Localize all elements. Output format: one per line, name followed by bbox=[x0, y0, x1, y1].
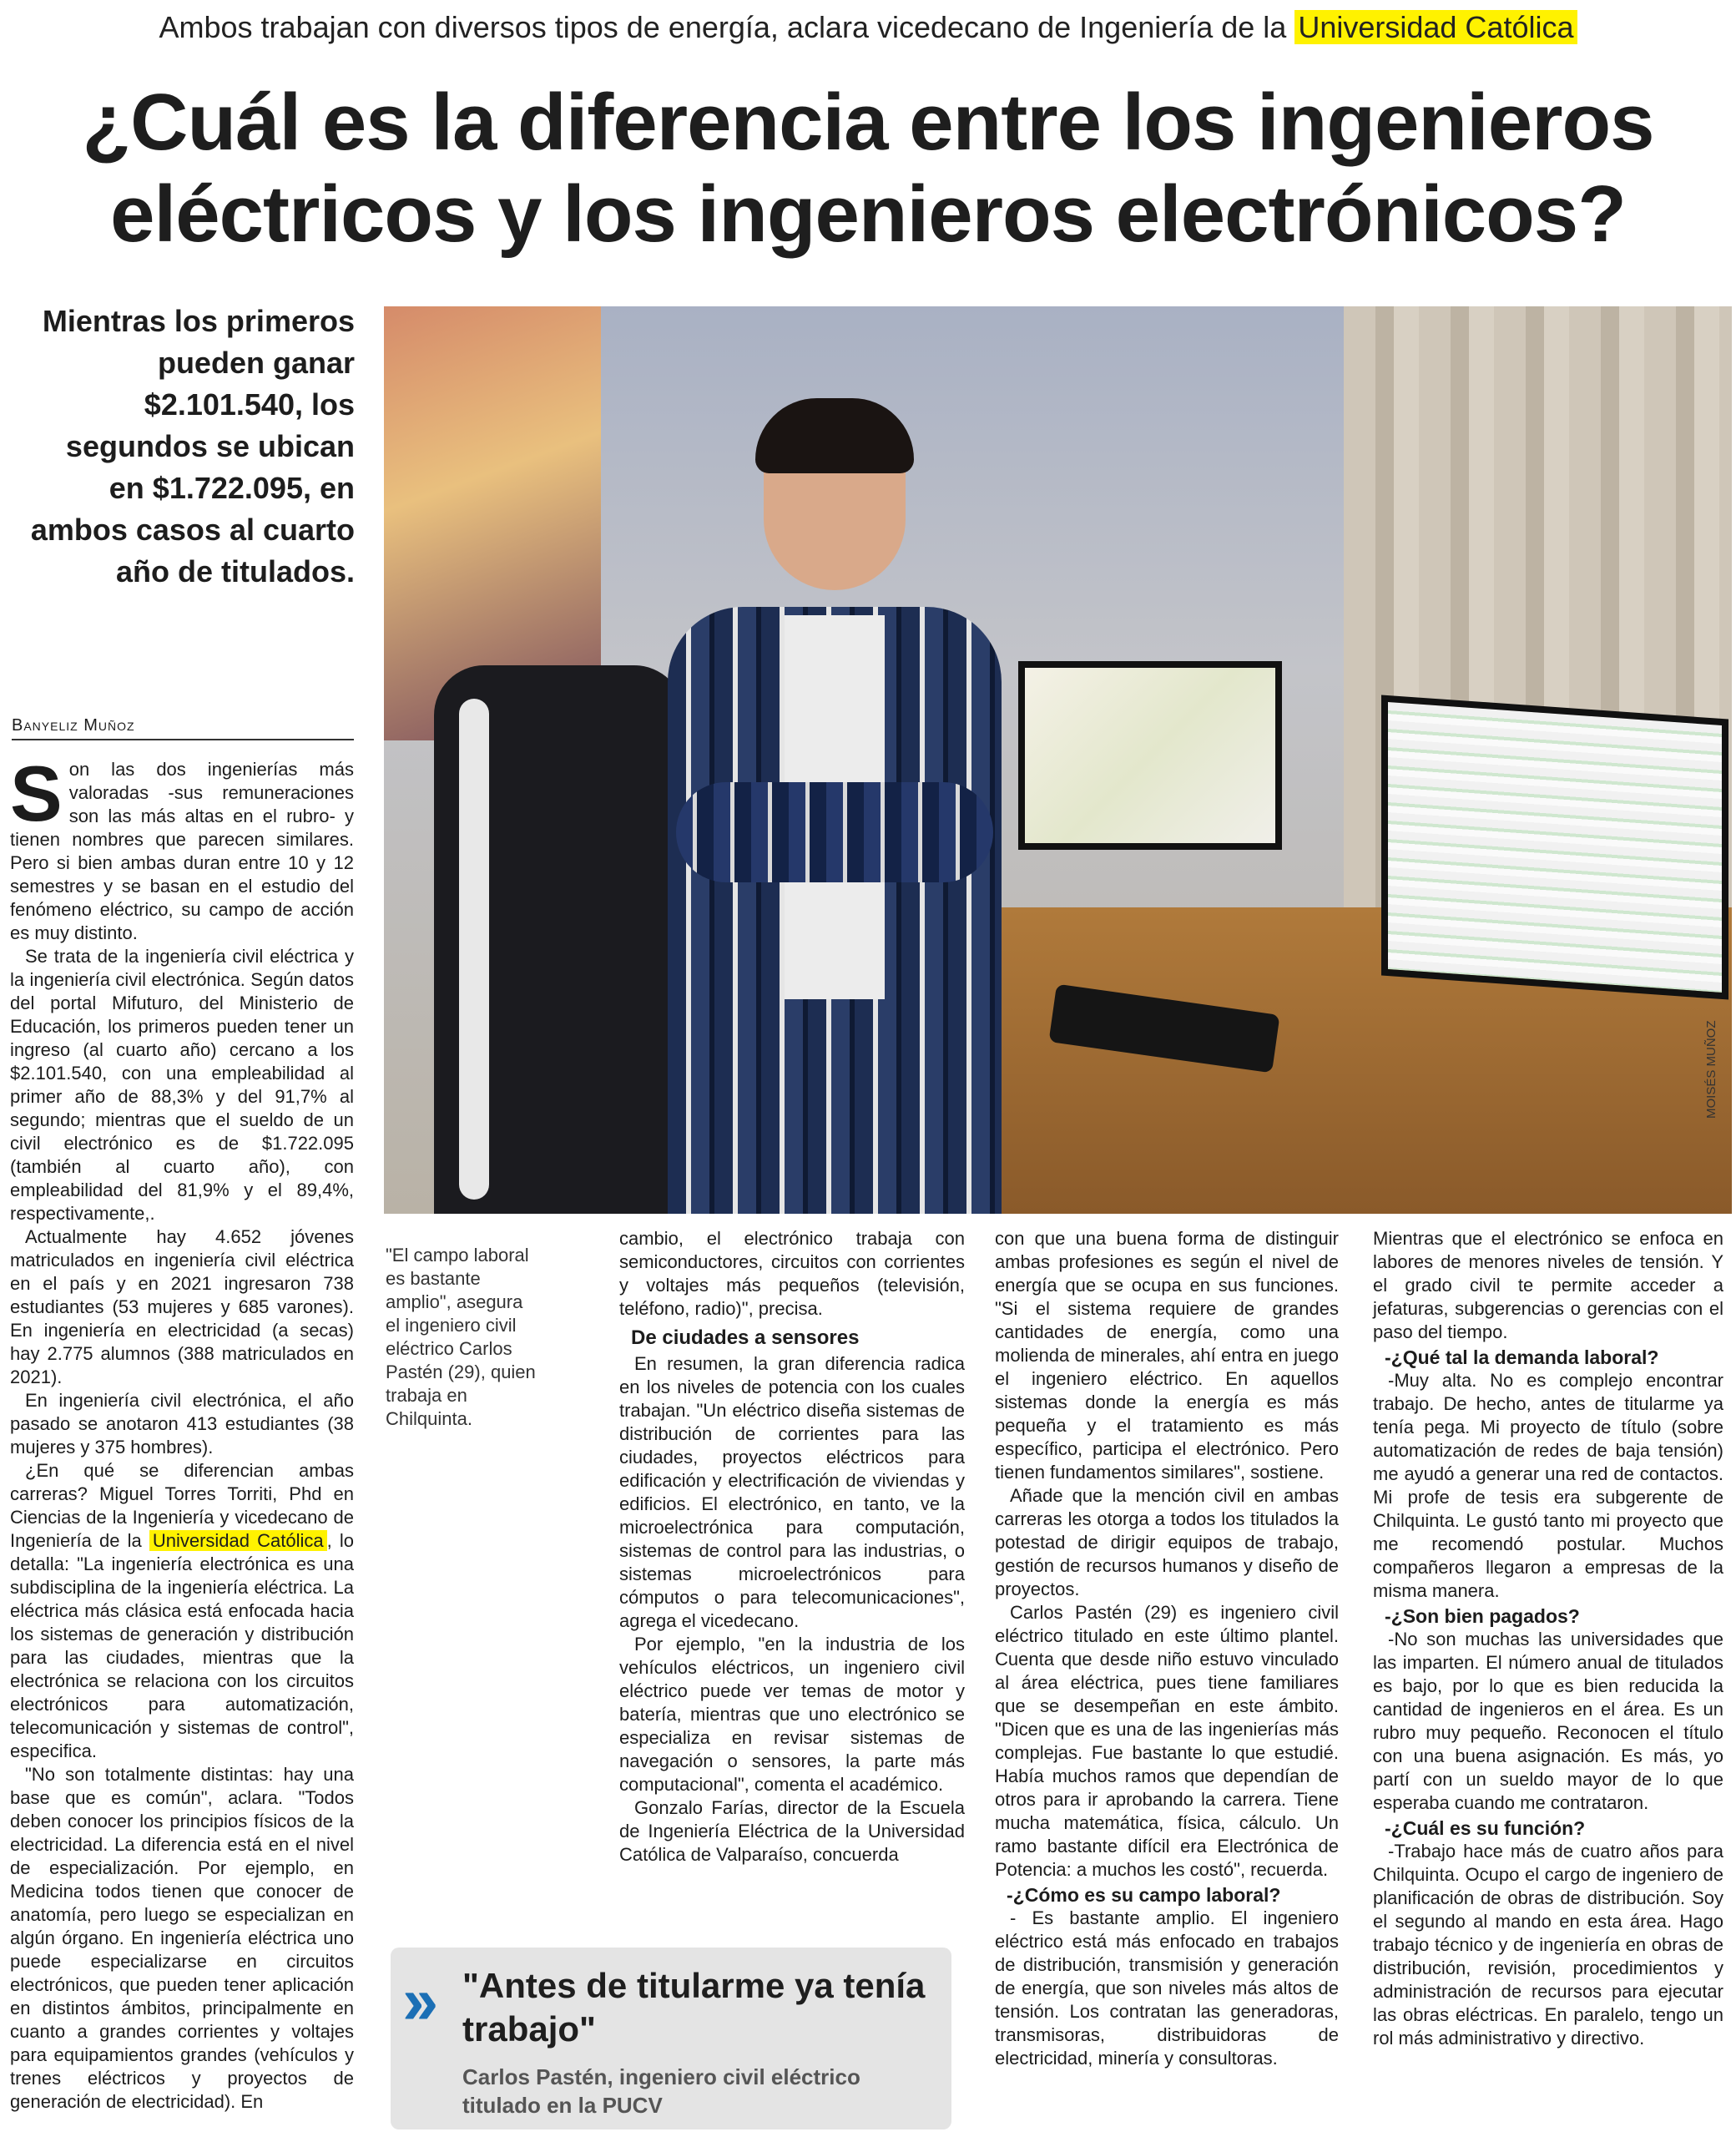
interview-question: -¿Qué tal la demanda laboral? bbox=[1385, 1346, 1659, 1368]
interview-answer: -No son muchas las universidades que las imparten. El número anual de titulados es bajo, por lo que es bien reducida la cantidad de ingenieros en el área. Es un rubro muy pequeño. Reconocen el título con una buena asignación. Es más, yo partí con un sueldo mayor de lo que esperaba cuando me contrataron. bbox=[1373, 1629, 1723, 1813]
paragraph: Se trata de la ingeniería civil eléctrica y la ingeniería civil electrónica. Según datos del portal Mifuturo, del Ministerio de Educación, los primeros pueden tener un ingreso (al cuarto año) cercano a los $2.101.540, con una empleabilidad al primer año de 88,3% y del 91,7% al segundo; mientras que el sueldo de un civil electrónico es de $1.722.095 (también al cuarto año), con empleabilidad del 81,9% y el 89,4%, respectivamente,. bbox=[10, 946, 354, 1224]
article-photo bbox=[384, 306, 1732, 1214]
paragraph: "No son totalmente distintas: hay una base que es común", aclara. "Todos deben conocer los principios físicos de la electricidad. La diferencia está en el nivel de especialización. Por ejemplo, en Medicina todos tienen que conocer de anatomía, pero luego se especializan en algún órgano. En ingeniería eléctrica uno puede especializarse en circuitos electrónicos, que pueden tener aplicación en distintos ámbitos, principalmente en cuanto a grandes corrientes y voltajes para equipamientos grandes (vehículos y trenes eléctricos y proyectos de generación de electricidad). En bbox=[10, 1764, 354, 2112]
kicker-highlight: Universidad Católica bbox=[1294, 10, 1577, 44]
photo-caption: "El campo laboral es bastante amplio", asegura el ingeniero civil eléctrico Carlos Pastén (29), quien trabaja en Chilquinta. bbox=[386, 1245, 536, 1429]
double-chevron-icon: ›› bbox=[402, 1963, 431, 2038]
paragraph-text: , lo detalla: "La ingeniería electrónica es una subdisciplina de la ingeniería eléctrica. La eléctrica más clásica está enfocada hacia los sistemas de generación y distribución para las ciudades, mientras que la electrónica se relaciona con los circuitos electrónicos para automatización, telecomunicación y sistemas de control", especifica. bbox=[10, 1530, 354, 1761]
subheading: De ciudades a sensores bbox=[631, 1326, 860, 1349]
highlight-university: Universidad Católica bbox=[149, 1530, 327, 1551]
column-2 bbox=[619, 1227, 965, 1867]
column-3 bbox=[995, 1227, 1339, 2070]
paragraph: En resumen, la gran diferencia radica en los niveles de potencia con los cuales trabajan. "Un eléctrico diseña sistemas de distribución de corrientes para las ciudades, proyectos eléctricos para edificación y electrificación de viviendas y edificios. El electrónico, en tanto, ve la microelectrónica para computación, sistemas de control para las industrias, o sistemas microelectrónicos para cómputos o para telecomunicaciones", agrega el vicedecano. bbox=[619, 1353, 965, 1631]
paragraph: con que una buena forma de distinguir ambas profesiones es según el nivel de energía que se ocupa en sus funciones. "Si el sistema requiere de grandes cantidades de energía, como una molienda de minerales, ahí entra en juego el ingeniero eléctrico. En aquellos sistemas donde la energía es más pequeña y el tratamiento es más específico, participa el electrónico. Pero tienen fundamentos similares", sostiene. bbox=[995, 1228, 1339, 1483]
paragraph bbox=[10, 750, 354, 945]
interview-answer: -Trabajo hace más de cuatro años para Chilquinta. Ocupo el cargo de ingeniero de planificación de obras de distribución. Soy el segundo al mando en esta área. Hago trabajo técnico y de ingeniería en obras de distribución, revisión, procedimientos y administración de recursos para ejecutar las obras eléctricas. En paralelo, tengo un rol más administrativo y directivo. bbox=[1373, 1841, 1723, 2049]
pull-quote-attribution: Carlos Pastén, ingeniero civil eléctrico titulado en la PUCV bbox=[462, 2064, 860, 2118]
headline-line-2: eléctricos y los ingenieros electrónicos? bbox=[110, 169, 1626, 259]
dek: Mientras los primeros pueden ganar $2.101.540, los segundos se ubican en $1.722.095, en ambos casos al cuarto año de titulados. bbox=[30, 304, 355, 589]
paragraph: Actualmente hay 4.652 jóvenes matriculados en ingeniería civil eléctrica en el país y en 2021 ingresaron 738 estudiantes (53 mujeres y 685 varones). En ingeniería en electricidad (a secas) hay 2.775 alumnos (388 matriculados en 2021). bbox=[10, 1226, 354, 1387]
crossed-arms bbox=[676, 782, 993, 882]
hair bbox=[755, 398, 914, 473]
paragraph: Añade que la mención civil en ambas carreras les otorga a todos los titulados la potestad de dirigir equipos de trabajo, gestión de recursos humanos y diseño de proyectos. bbox=[995, 1485, 1339, 1599]
paragraph bbox=[10, 1459, 354, 1763]
chair-stripe bbox=[459, 699, 489, 1200]
interview-answer: - Es bastante amplio. El ingeniero eléctrico está más enfocado en trabajos de distribución, transmisión y generación de energía, que son niveles más altos de tensión. Los contratan las generadoras, transmisoras, distribuidoras de electricidad, minería y consultoras. bbox=[995, 1907, 1339, 2069]
paragraph-text: on las dos ingenierías más valoradas -sus remuneraciones son las más altas en el rubro- y tienen nombres que parecen similares. Pero si bien ambas duran entre 10 y 12 semestres y se basan en el estudio del fenómeno eléctrico, su campo de acción es muy distinto. bbox=[10, 759, 354, 943]
column-4 bbox=[1373, 1227, 1723, 2050]
paragraph-text: ¿En qué se diferencian ambas carreras? Miguel Torres Torriti, Phd en Ciencias de la Ingeniería y vicedecano de Ingeniería de la bbox=[10, 1460, 354, 1551]
paragraph: Gonzalo Farías, director de la Escuela de Ingeniería Eléctrica de la Universidad Católica de Valparaíso, concuerda bbox=[619, 1797, 965, 1865]
paragraph: cambio, el electrónico trabaja con semiconductores, circuitos con corrientes y voltajes más pequeños (televisión, teléfono, radio)", precisa. bbox=[619, 1228, 965, 1319]
interview-question: -¿Son bien pagados? bbox=[1385, 1605, 1580, 1627]
column-1 bbox=[10, 750, 354, 2114]
headline-line-1: ¿Cuál es la diferencia entre los ingenieros bbox=[82, 78, 1654, 167]
paragraph: Carlos Pastén (29) es ingeniero civil eléctrico titulado en este último plantel. Cuenta que desde niño estuvo vinculado al área eléctrica, pues tiene familiares que se desempeñan en este ámbito. "Dicen que es una de las ingenierías más complejas. Fue bastante lo que estudié. Había muchos ramos que dependían de otros para ir aprobando la carrera. Tiene mucha matemática, física, cálculo. Un ramo bastante difícil era Electrónica de Potencia: a muchos les costó", recuerda. bbox=[995, 1602, 1339, 1880]
paragraph: Mientras que el electrónico se enfoca en labores de menores niveles de tensión. Y el grado civil te permite acceder a jefaturas, subgerencias o gerencias con el paso del tiempo. bbox=[1373, 1228, 1723, 1342]
drop-cap: S bbox=[10, 750, 63, 837]
headline bbox=[33, 77, 1703, 260]
byline: Banyeliz Muñoz bbox=[12, 716, 354, 740]
paragraph: Por ejemplo, "en la industria de los vehículos eléctricos, un ingeniero civil eléctrico puede ver temas de motor y batería, mientras que uno electrónico se especializa en revisar sistemas de navegación o sensores, la parte más computacional", comenta el académico. bbox=[619, 1634, 965, 1795]
monitor-spreadsheet bbox=[1381, 695, 1728, 999]
kicker bbox=[0, 10, 1736, 45]
pull-quote-text: "Antes de titularme ya tenía trabajo" bbox=[462, 1966, 926, 2049]
interview-answer: -Muy alta. No es complejo encontrar trabajo. De hecho, antes de titularme ya tenía pega. Mi proyecto de título (sobre automatización de redes de baja tensión) me ayudó a generar una red de contactos. Mi profe de tesis era subgerente de Chilquinta. Le gustó tanto mi proyecto que me recomendó postular. Muchos compañeros llegaron a empresas de la misma manera. bbox=[1373, 1370, 1723, 1601]
photo-credit: MOISÉS MUÑOZ bbox=[1704, 1020, 1718, 1119]
kicker-text: Ambos trabajan con diversos tipos de energía, aclara vicedecano de Ingeniería de la bbox=[159, 10, 1287, 44]
person bbox=[659, 398, 1010, 1214]
interview-question: -¿Cómo es su campo laboral? bbox=[1007, 1884, 1281, 1906]
interview-question: -¿Cuál es su función? bbox=[1385, 1817, 1586, 1839]
paragraph: En ingeniería civil electrónica, el año pasado se anotaron 413 estudiantes (38 mujeres y 375 hombres). bbox=[10, 1390, 354, 1458]
monitor-map bbox=[1018, 661, 1282, 850]
pull-quote-box bbox=[391, 1948, 951, 2129]
